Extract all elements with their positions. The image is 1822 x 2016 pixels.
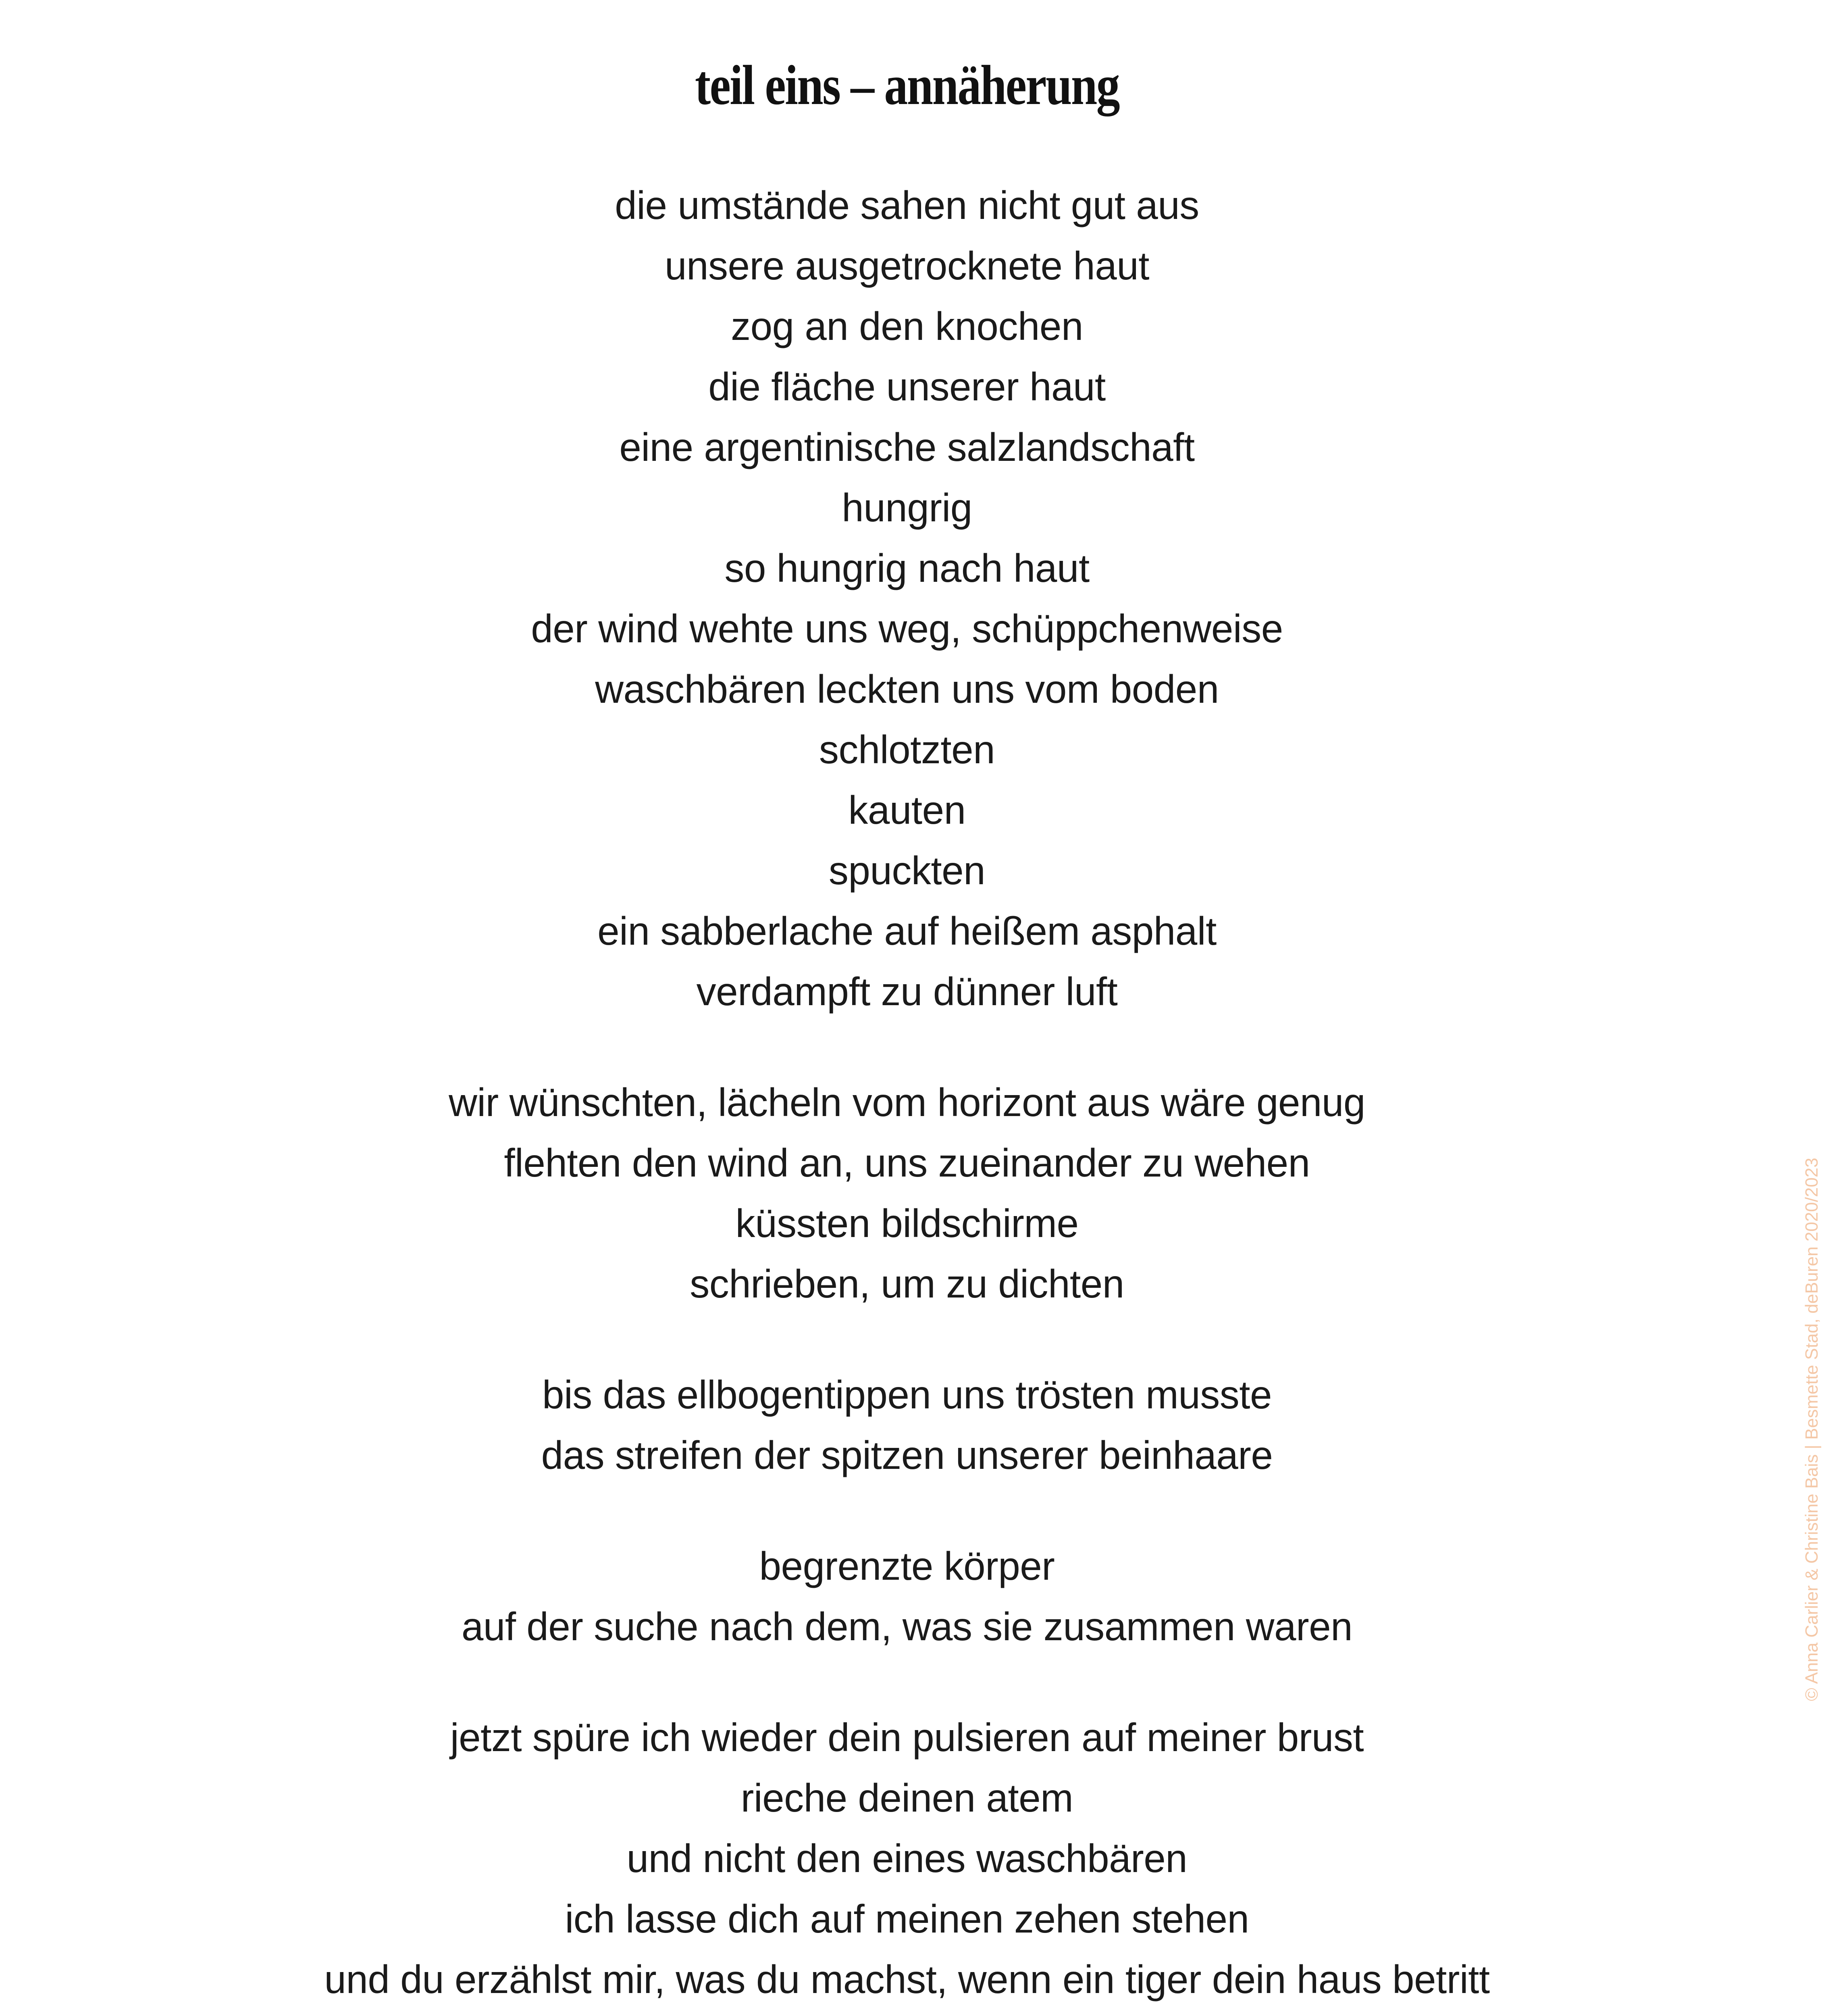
stanza-5 [0,1707,1814,2010]
poem-line: bis das ellbogentippen uns trösten musste [542,1372,1272,1417]
poem-line: hungrig [842,485,972,530]
poem [0,175,1814,2016]
poem-line: auf der suche nach dem, was sie zusammen waren [461,1604,1353,1649]
poem-line: flehten den wind an, uns zueinander zu wehen [504,1141,1310,1185]
poem-line: ich lasse dich auf meinen zehen stehen [565,1897,1249,1941]
poem-line: zog an den knochen [731,304,1083,348]
poem-line: waschbären leckten uns vom boden [595,667,1219,711]
poem-line: küssten bildschirme [735,1201,1079,1245]
poem-line: jetzt spüre ich wieder dein pulsieren auf meiner brust [450,1715,1364,1760]
poem-line: eine argentinische salzlandschaft [619,425,1195,469]
poem-line: und du erzählst mir, was du machst, wenn ein tiger dein haus betritt [324,1957,1490,2001]
stanza-3 [0,1364,1814,1485]
poem-line: kauten [848,788,966,832]
poem-line: die fläche unserer haut [708,364,1106,409]
stanza-4 [0,1536,1814,1657]
poem-line: die umstände sahen nicht gut aus [615,183,1199,227]
poem-line: unsere ausgetrocknete haut [665,244,1149,288]
poem-line: begrenzte körper [759,1544,1055,1588]
page-title: teil eins – annäherung [695,54,1119,117]
poem-line: wir wünschten, lächeln vom horizont aus wäre genug [449,1080,1365,1125]
poem-line: ein sabberlache auf heißem asphalt [597,909,1217,953]
poem-line: der wind wehte uns weg, schüppchenweise [531,606,1283,651]
stanza-1 [0,175,1814,1022]
poem-line: schlotzten [819,727,995,772]
poem-line: und nicht den eines waschbären [626,1836,1188,1881]
poem-line: so hungrig nach haut [724,546,1090,590]
copyright-notice: © Anna Carlier & Christine Bais | Besmette Stad, deBuren 2020/2023 [1802,1158,1822,1701]
poem-line: rieche deinen atem [740,1776,1073,1820]
stanza-2 [0,1072,1814,1314]
poem-line: spuckten [828,848,986,893]
poem-line: das streifen der spitzen unserer beinhaare [541,1433,1273,1477]
poem-line: schrieben, um zu dichten [690,1262,1124,1306]
poem-line: verdampft zu dünner luft [696,969,1118,1014]
